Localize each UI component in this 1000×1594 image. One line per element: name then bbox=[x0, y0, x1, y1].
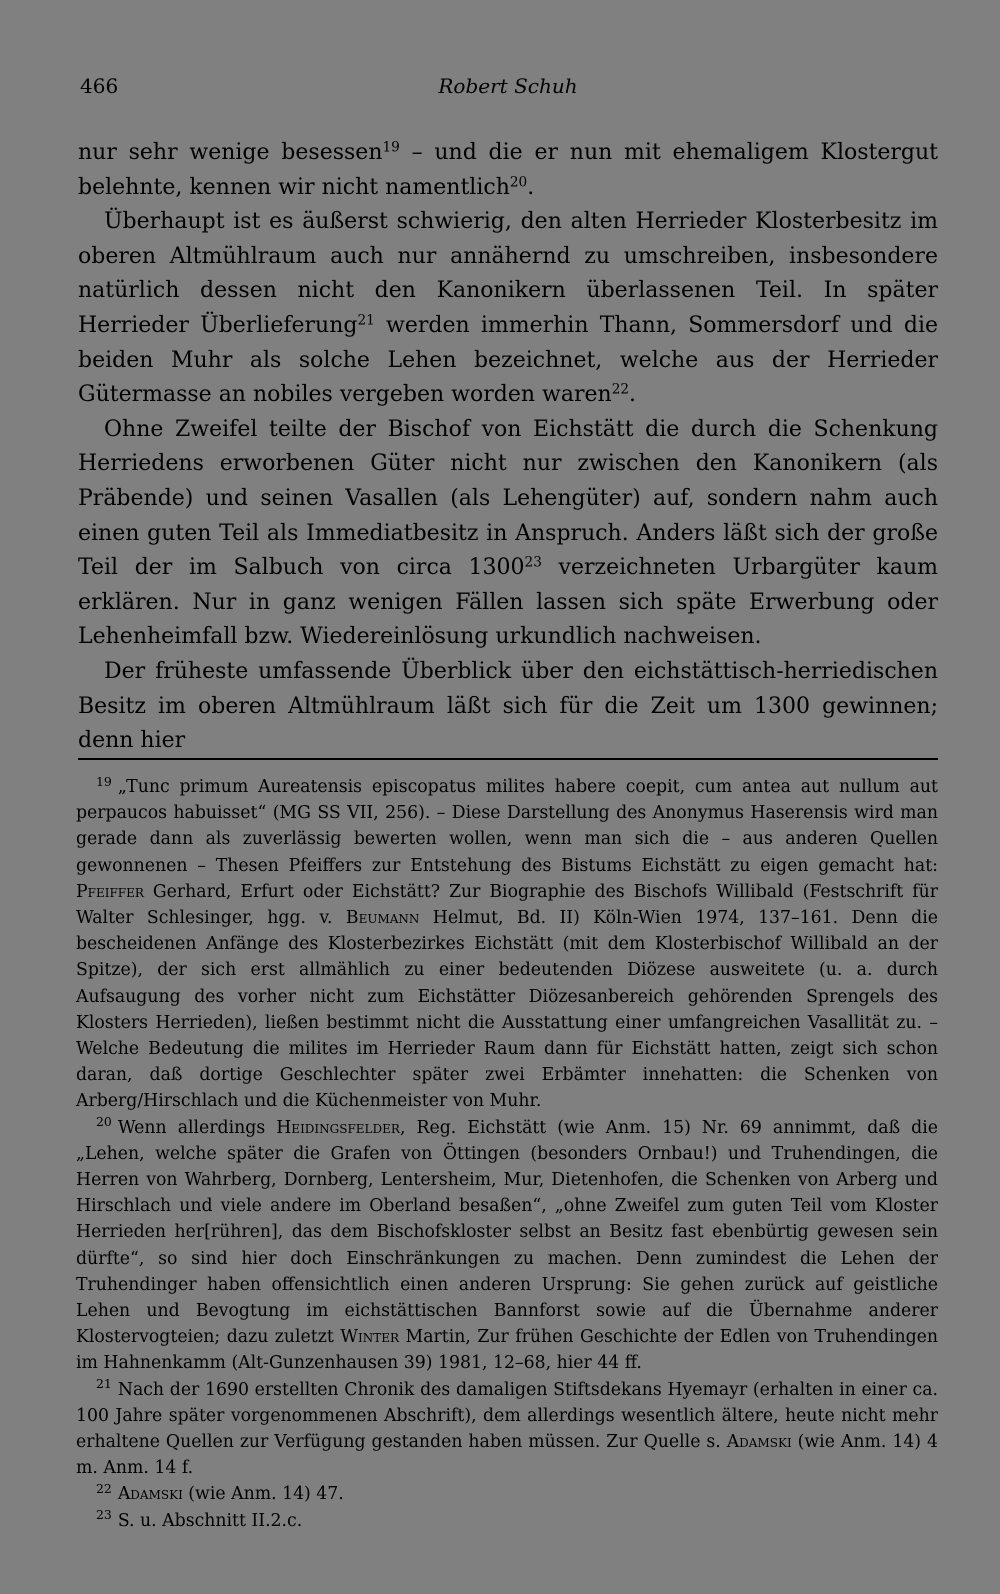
footnote-ref-22[interactable]: 22 bbox=[611, 381, 630, 398]
paragraph-1: nur sehr wenige besessen$^{19}$ – und die er nun mit ehemaligem Klostergut belehnte, kennen wir nicht namentlich$^{20}$. bbox=[78, 139, 939, 200]
footnote-divider bbox=[78, 758, 938, 760]
running-title: Robert Schuh bbox=[438, 74, 578, 98]
footnote-number: 23 bbox=[96, 1507, 112, 1523]
paragraph-3: Ohne Zweifel teilte der Bischof von Eichstätt die durch die Schenkung Herriedens erworbenen Güter nicht nur zwischen den Kanonikern (als Präbende) und seinen Vasallen (als Lehengüter) auf, sondern nahm auch einen guten Teil als Immediatbesitz in Anspruch. Anders läßt sich der große Teil der im Salbuch von circa 1300$^{23}$ verzeichneten Urbargüter kaum erklären. Nur in ganz wenigen Fällen lassen sich späte Erwerbung oder Lehenheimfall bzw. Wiedereinlösung urkundlich nachweisen. bbox=[78, 416, 938, 650]
footnotes bbox=[76, 774, 938, 1534]
author-name: Adamski bbox=[726, 1432, 792, 1453]
footnote-number: 22 bbox=[96, 1481, 112, 1497]
footnote-number: 21 bbox=[96, 1376, 112, 1392]
footnote-20: $^{20}$ Wenn allerdings Heidingsfelder, Reg. Eichstätt (wie Anm. 15) Nr. 69 annimmt, daß die „Lehen, welche später die Grafen von Öttingen (besonders Ornbau!) und Truhendingen, die Herren von Wahrberg, Dornberg, Lentersheim, Mur, Dietenhofen, die Schenken von Arberg und Hirschlach und viele andere im Oberland besaßen“, „ohne Zweifel zum guten Teil vom Kloster Herrieden her[rühren], das dem Bischofskloster selbst an Besitz fast ebenbürtig gewesen sein dürfte“, so sind hier doch Einschränkungen zu machen. Denn zumindest die Lehen der Truhendinger haben offensichtlich einen anderen Ursprung: Sie gehen zurück auf geistliche Lehen und Bevogtung im eichstättischen Bannforst sowie auf die Übernahme anderer Klostervogteien; dazu zuletzt Winter Martin, Zur frühen Geschichte der Edlen von Truhendingen im Hahnenkamm (Alt-Gunzenhausen 39) 1981, 12–68, hier 44 ff. bbox=[76, 1114, 939, 1374]
footnote-22: $^{22}$ Adamski (wie Anm. 14) 47. bbox=[96, 1481, 344, 1505]
footnote-23: $^{23}$ S. u. Abschnitt II.2.c. bbox=[96, 1507, 303, 1531]
paragraph-4: Der früheste umfassende Überblick über den eichstättisch-herriedischen Besitz im oberen Altmühlraum läßt sich für die Zeit um 1300 gewinnen; denn hier bbox=[78, 658, 938, 754]
footnote-ref-21[interactable]: 21 bbox=[357, 312, 375, 329]
author-name: Winter bbox=[340, 1327, 400, 1348]
footnote-ref-23[interactable]: 23 bbox=[524, 554, 542, 571]
footnote-19: $^{19}$ „Tunc primum Aureatensis episcopatus milites habere coepit, cum antea aut nullum aut perpaucos habuisset“ (MG SS VII, 256). – Diese Darstellung des Anonymus Haserensis wird man gerade dann als zuverlässig bewerten wollen, wenn man sich die – aus anderen Quellen gewonnenen – Thesen Pfeiffers zur Entstehung des Bistums Eichstätt zu eigen gemacht hat: Pfeiffer Gerhard, Erfurt oder Eichstätt? Zur Biographie des Bischofs Willibald (Festschrift für Walter Schlesinger, hgg. v. Beumann Helmut, Bd. II) Köln-Wien 1974, 137–161. Denn die bescheidenen Anfänge des Klosterbezirkes Eichstätt (mit dem Klosterbischof Willibald an der Spitze), der sich erst allmählich zu einer bedeutenden Diözese ausweitete (u. a. durch Aufsaugung des vorher nicht zum Eichstätter Diözesanbereich gehörenden Sprengels des Klosters Herrieden), ließen bestimmt nicht die Ausstattung einer umfangreichen Vasallität zu. – Welche Bedeutung die milites im Herrieder Raum dann für Eichstätt hatten, zeigt sich schon daran, daß dortige Geschlechter später zwei Erbämter innehatten: die Schenken von Arberg/Hirschlach und die Küchenmeister von Muhr. bbox=[76, 773, 938, 1112]
page-number: 466 bbox=[80, 74, 119, 98]
author-name: Beumann bbox=[345, 908, 420, 929]
footnote-ref-20[interactable]: 20 bbox=[509, 174, 528, 191]
author-name: Adamski bbox=[117, 1484, 183, 1505]
main-text bbox=[78, 136, 938, 759]
paragraph-2: Überhaupt ist es äußerst schwierig, den alten Herrieder Klosterbesitz im oberen Altmühlraum auch nur annähernd zu umschreiben, insbesondere natürlich dessen nicht den Kanonikern überlassenen Teil. In später Herrieder Überlieferung$^{21}$ werden immerhin Thann, Sommersdorf und die beiden Muhr als solche Lehen bezeichnet, welche aus der Herrieder Gütermasse an nobiles vergeben worden waren$^{22}$. bbox=[78, 209, 938, 408]
footnote-number: 19 bbox=[96, 773, 112, 789]
author-name: Heidingsfelder bbox=[276, 1117, 400, 1138]
footnote-21: $^{21}$ Nach der 1690 erstellten Chronik des damaligen Stiftsdekans Hyemayr (erhalten in einer ca. 100 Jahre später vorgenommenen Abschrift), dem allerdings wesentlich ältere, heute nicht mehr erhaltene Quellen zur Verfügung gestanden haben müssen. Zur Quelle s. Adamski (wie Anm. 14) 4 m. Anm. 14 f. bbox=[76, 1376, 938, 1479]
page-header bbox=[80, 74, 936, 104]
author-name: Pfeiffer bbox=[76, 881, 144, 902]
footnote-ref-19[interactable]: 19 bbox=[382, 139, 400, 156]
footnote-number: 20 bbox=[96, 1114, 112, 1130]
